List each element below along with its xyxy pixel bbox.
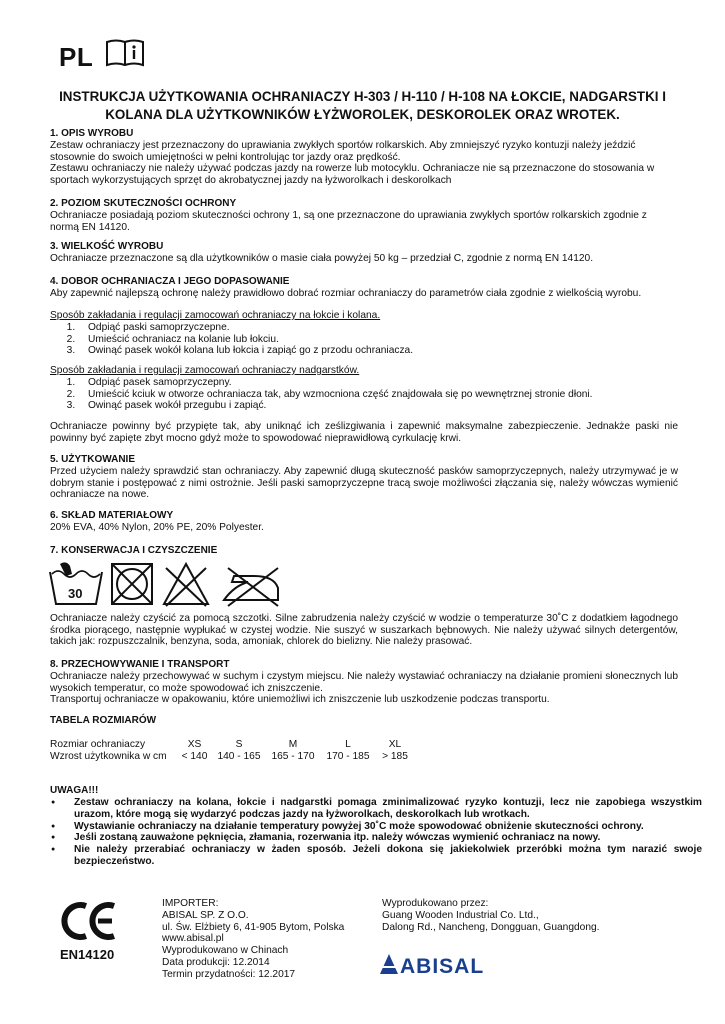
abisal-logo: [378, 952, 484, 976]
table-cell: 165 - 170: [271, 751, 315, 762]
section-2-p1: Ochraniacze posiadają poziom skuteczności ochrony 1, są one przeznaczone do uprawiania zwykłych sportów rolkarskich zgodnie z normą EN 14120.: [50, 210, 647, 233]
section-1-heading: 1. OPIS WYROBU: [50, 128, 134, 139]
table-cell: Wzrost użytkownika w cm: [50, 751, 167, 762]
producer-line: Dalong Rd., Nancheng, Dongguan, Guangdong.: [382, 921, 600, 933]
section-4-p1: Aby zapewnić najlepszą ochronę należy prawidłowo dobrać rozmiar ochraniaczy do parametrów ciała zgodnie z wielkością wyrobu.: [50, 288, 642, 299]
care-symbols: [48, 560, 288, 608]
no-bleach-icon: [164, 564, 208, 606]
producer-line: Wyprodukowano przez:: [382, 898, 489, 909]
hand-wash-icon: [50, 562, 102, 604]
section-2-heading: 2. POZIOM SKUTECZNOŚCI OCHRONY: [50, 198, 237, 209]
list-item: 1. Odpiąć paski samoprzyczepne.: [78, 322, 718, 334]
table-cell: S: [235, 739, 243, 750]
table-cell: L: [345, 739, 351, 750]
table-cell: XS: [187, 739, 202, 750]
wash-temp-label: 30: [68, 586, 83, 601]
importer-line: Wyprodukowano w Chinach: [162, 945, 289, 957]
section-7-p1: Ochraniacze należy czyścić za pomocą szczotki. Silne zabrudzenia należy czyścić w wodzie o temperaturze 30˚C z dodatkiem łagodnego środka piorącego, następnie wypłukać w czystej wodzie. Nie suszyć w suszarkach bębnowych. Nie należy używać silnych detergentów, takich jak: rozpuszczalnik, benzyna, soda, amoniak, chlorek do bielizny. Nie należy prasować.: [50, 613, 678, 648]
ce-mark-logo: [60, 900, 120, 942]
book-info-icon: [104, 38, 146, 68]
wrist-instructions-title: Sposób zakładania i regulacji zamocowań ochraniaczy nadgarstków.: [50, 365, 360, 376]
section-5-heading: 5. UŻYTKOWANIE: [50, 454, 136, 465]
table-cell: M: [288, 739, 298, 750]
list-item: ● Jeśli zostaną zauważone pęknięcia, złamania, rozerwania itp. należy wówczas wymienić ochraniacz na nowy.: [74, 832, 702, 844]
size-table: [50, 739, 415, 763]
table-cell: > 185: [382, 751, 408, 762]
size-table-heading: TABELA ROZMIARÓW: [50, 715, 157, 726]
section-1-p1: Zestaw ochraniaczy jest przeznaczony do uprawiania zwykłych sportów rolkarskich. Aby zmniejszyć ryzyko kontuzji należy jeździć stosownie do swoich umiejętności w pełni kontrolując tor jazdy oraz prędkość.: [50, 140, 636, 163]
table-cell: < 140: [181, 751, 208, 762]
no-iron-icon: [224, 568, 278, 606]
section-3-p1: Ochraniacze przeznaczone są dla użytkowników o masie ciała powyżej 50 kg – przedział C, zgodnie z normą EN 14120.: [50, 253, 594, 264]
section-3-heading: 3. WIELKOŚĆ WYROBU: [50, 241, 164, 252]
section-7-heading: 7. KONSERWACJA I CZYSZCZENIE: [50, 545, 218, 556]
importer-line: IMPORTER:: [162, 898, 219, 909]
section-8-heading: 8. PRZECHOWYWANIE I TRANSPORT: [50, 659, 230, 670]
producer-line: Guang Wooden Industrial Co. Ltd.,: [382, 909, 539, 921]
table-cell: Rozmiar ochraniaczy: [50, 739, 146, 750]
table-row: [50, 751, 415, 763]
section-5-p1: Przed użyciem należy sprawdzić stan ochraniaczy. Aby zapewnić długą skuteczność pasków samoprzyczepnych, należy utrzymywać je w dobrym stanie i postępować z nimi ostrożnie. Jeśli paski samoprzyczepne tracą swoje możliwości złączania się, należy wówczas wymienić ochraniacze na nowe.: [50, 466, 678, 501]
list-item: 1. Odpiąć pasek samoprzyczepny.: [78, 377, 718, 389]
table-cell: XL: [388, 739, 402, 750]
knee-elbow-instructions-title: Sposób zakładania i regulacji zamocowań ochraniaczy na łokcie i kolana.: [50, 310, 381, 321]
section-8-body: [50, 671, 678, 706]
importer-line: ul. Św. Elżbiety 6, 41-905 Bytom, Polska: [162, 921, 345, 933]
section-8-p1: Ochraniacze należy przechowywać w suchym i czystym miejscu. Nie należy wystawiać ochraniaczy na działanie promieni słonecznych lub wysokich temperatur, co może spowodować ich zniszczenie.: [50, 671, 678, 694]
list-item: 3. Owinąć pasek wokół przegubu i zapiąć.: [78, 400, 718, 412]
importer-line: Termin przydatności: 12.2017: [162, 968, 296, 980]
table-cell: 140 - 165: [217, 751, 261, 762]
table-cell: 170 - 185: [326, 751, 370, 762]
brand-name: ABISAL: [400, 955, 484, 976]
wrist-steps: [28, 377, 718, 412]
section-4-p2: Ochraniacze powinny być przypięte tak, aby uniknąć ich ześlizgiwania i zapewnić maksymalne zabezpieczenie. Jednakże paski nie powinny być zapięte zbyt mocno gdyż może to spowodować nieprawidłową cyrkulację krwi.: [50, 421, 678, 444]
list-item: 3. Owinąć pasek wokół kolana lub łokcia i zapiąć go z przodu ochraniacza.: [78, 345, 718, 357]
importer-line: ABISAL SP. Z O.O.: [162, 909, 249, 921]
standard-label: EN14120: [60, 947, 115, 962]
section-6-heading: 6. SKŁAD MATERIAŁOWY: [50, 510, 174, 521]
section-1-body: [50, 140, 678, 186]
warning-heading: UWAGA!!!: [50, 785, 99, 796]
importer-line: Data produkcji: 12.2014: [162, 956, 270, 968]
warning-list: [50, 797, 702, 868]
producer-info: [382, 898, 600, 933]
section-1-p2: Zestawu ochraniaczy nie należy używać podczas jazdy na rowerze lub motocyklu. Ochraniacze nie są przeznaczone do stosowania w sportach wykorzystujących sprzęt do akrobatycznej jazdy na łyżworolkach i deskorolkach: [50, 163, 655, 186]
importer-info: [162, 898, 344, 981]
list-item: ● Nie należy przerabiać ochraniaczy w żaden sposób. Jeżeli dokona się jakiekolwiek przeróbki można tym narazić swoje bezpieczeństwo.: [74, 844, 702, 868]
section-4-heading: 4. DOBOR OCHRANIACZA I JEGO DOPASOWANIE: [50, 276, 290, 287]
list-item: 2. Umieścić kciuk w otworze ochraniacza tak, aby wzmocniona część znajdowała się po wewnętrznej stronie dłoni.: [78, 389, 718, 401]
no-tumble-dry-icon: [112, 564, 152, 604]
importer-line: www.abisal.pl: [162, 933, 224, 945]
section-8-p2: Transportuj ochraniacze w opakowaniu, które uniemożliwi ich zniszczenie lub uszkodzenie podczas transportu.: [50, 694, 550, 706]
section-6-p1: 20% EVA, 40% Nylon, 20% PE, 20% Polyester.: [50, 522, 264, 533]
list-item: ● Zestaw ochraniaczy na kolana, łokcie i nadgarstki pomaga zminimalizować ryzyko kontuzji, lecz nie zapobiega wszystkim urazom, które mogą się wydarzyć podczas jazdy na łyżworolkach, deskorolkach lub wrotkach.: [74, 797, 702, 821]
language-code: PL: [59, 42, 94, 72]
list-item: ● Wystawianie ochraniaczy na działanie temperatury powyżej 30˚C może spowodować obniżenie skuteczności ochrony.: [74, 821, 702, 833]
list-item: 2. Umieścić ochraniacz na kolanie lub łokciu.: [78, 334, 718, 346]
table-row: [50, 739, 415, 751]
knee-elbow-steps: [28, 322, 718, 357]
document-title: INSTRUKCJA UŻYTKOWANIA OCHRANIACZY H-303 / H-110 / H-108 NA ŁOKCIE, NADGARSTKI I KOLANA DLA UŻYTKOWNIKÓW ŁYŻWOROLEK, DESKOROLEK ORAZ WROTEK.: [59, 89, 666, 122]
